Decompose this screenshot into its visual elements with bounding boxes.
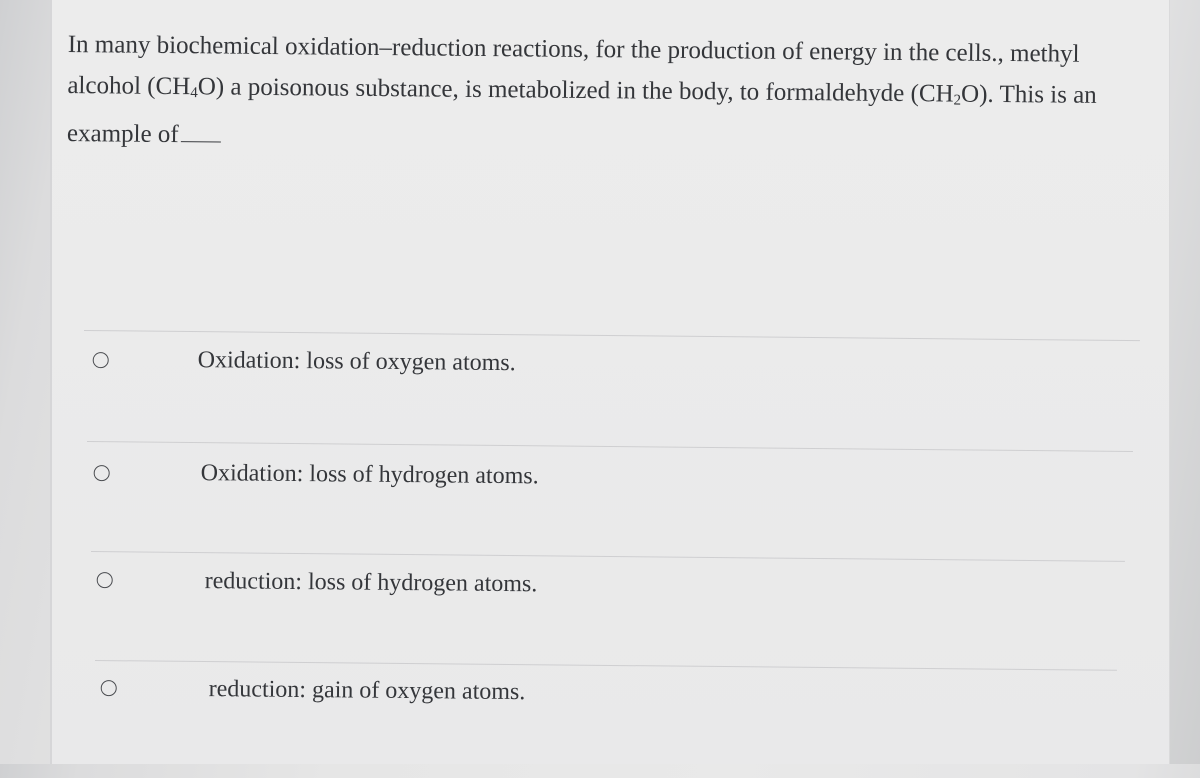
choice-label: reduction: gain of oxygen atoms. xyxy=(208,676,526,706)
subscript-4: 4 xyxy=(190,85,198,102)
question-text-part-1: In many biochemical oxidation–reduction reactions, for the production of energy in the cells., methyl alcohol (CH xyxy=(67,30,1080,101)
radio-button[interactable] xyxy=(94,465,110,481)
radio-button[interactable] xyxy=(97,572,113,588)
question-text-part-3: O). This is an example of xyxy=(66,80,1097,149)
choice-label: reduction: loss of hydrogen atoms. xyxy=(204,568,538,598)
choice-row[interactable] xyxy=(90,551,1125,669)
divider xyxy=(84,330,1140,341)
choice-label: Oxidation: loss of hydrogen atoms. xyxy=(200,460,539,490)
choice-row[interactable] xyxy=(83,330,1140,448)
subscript-2: 2 xyxy=(953,92,962,109)
choice-label: Oxidation: loss of oxygen atoms. xyxy=(197,347,516,377)
question-text-part-2: O) a poisonous substance, is metabolized in the body, to formaldehyde (CH xyxy=(197,73,954,108)
choice-row[interactable] xyxy=(94,660,1117,778)
choice-row[interactable] xyxy=(86,441,1133,559)
radio-button[interactable] xyxy=(101,680,117,696)
radio-button[interactable] xyxy=(93,352,109,368)
